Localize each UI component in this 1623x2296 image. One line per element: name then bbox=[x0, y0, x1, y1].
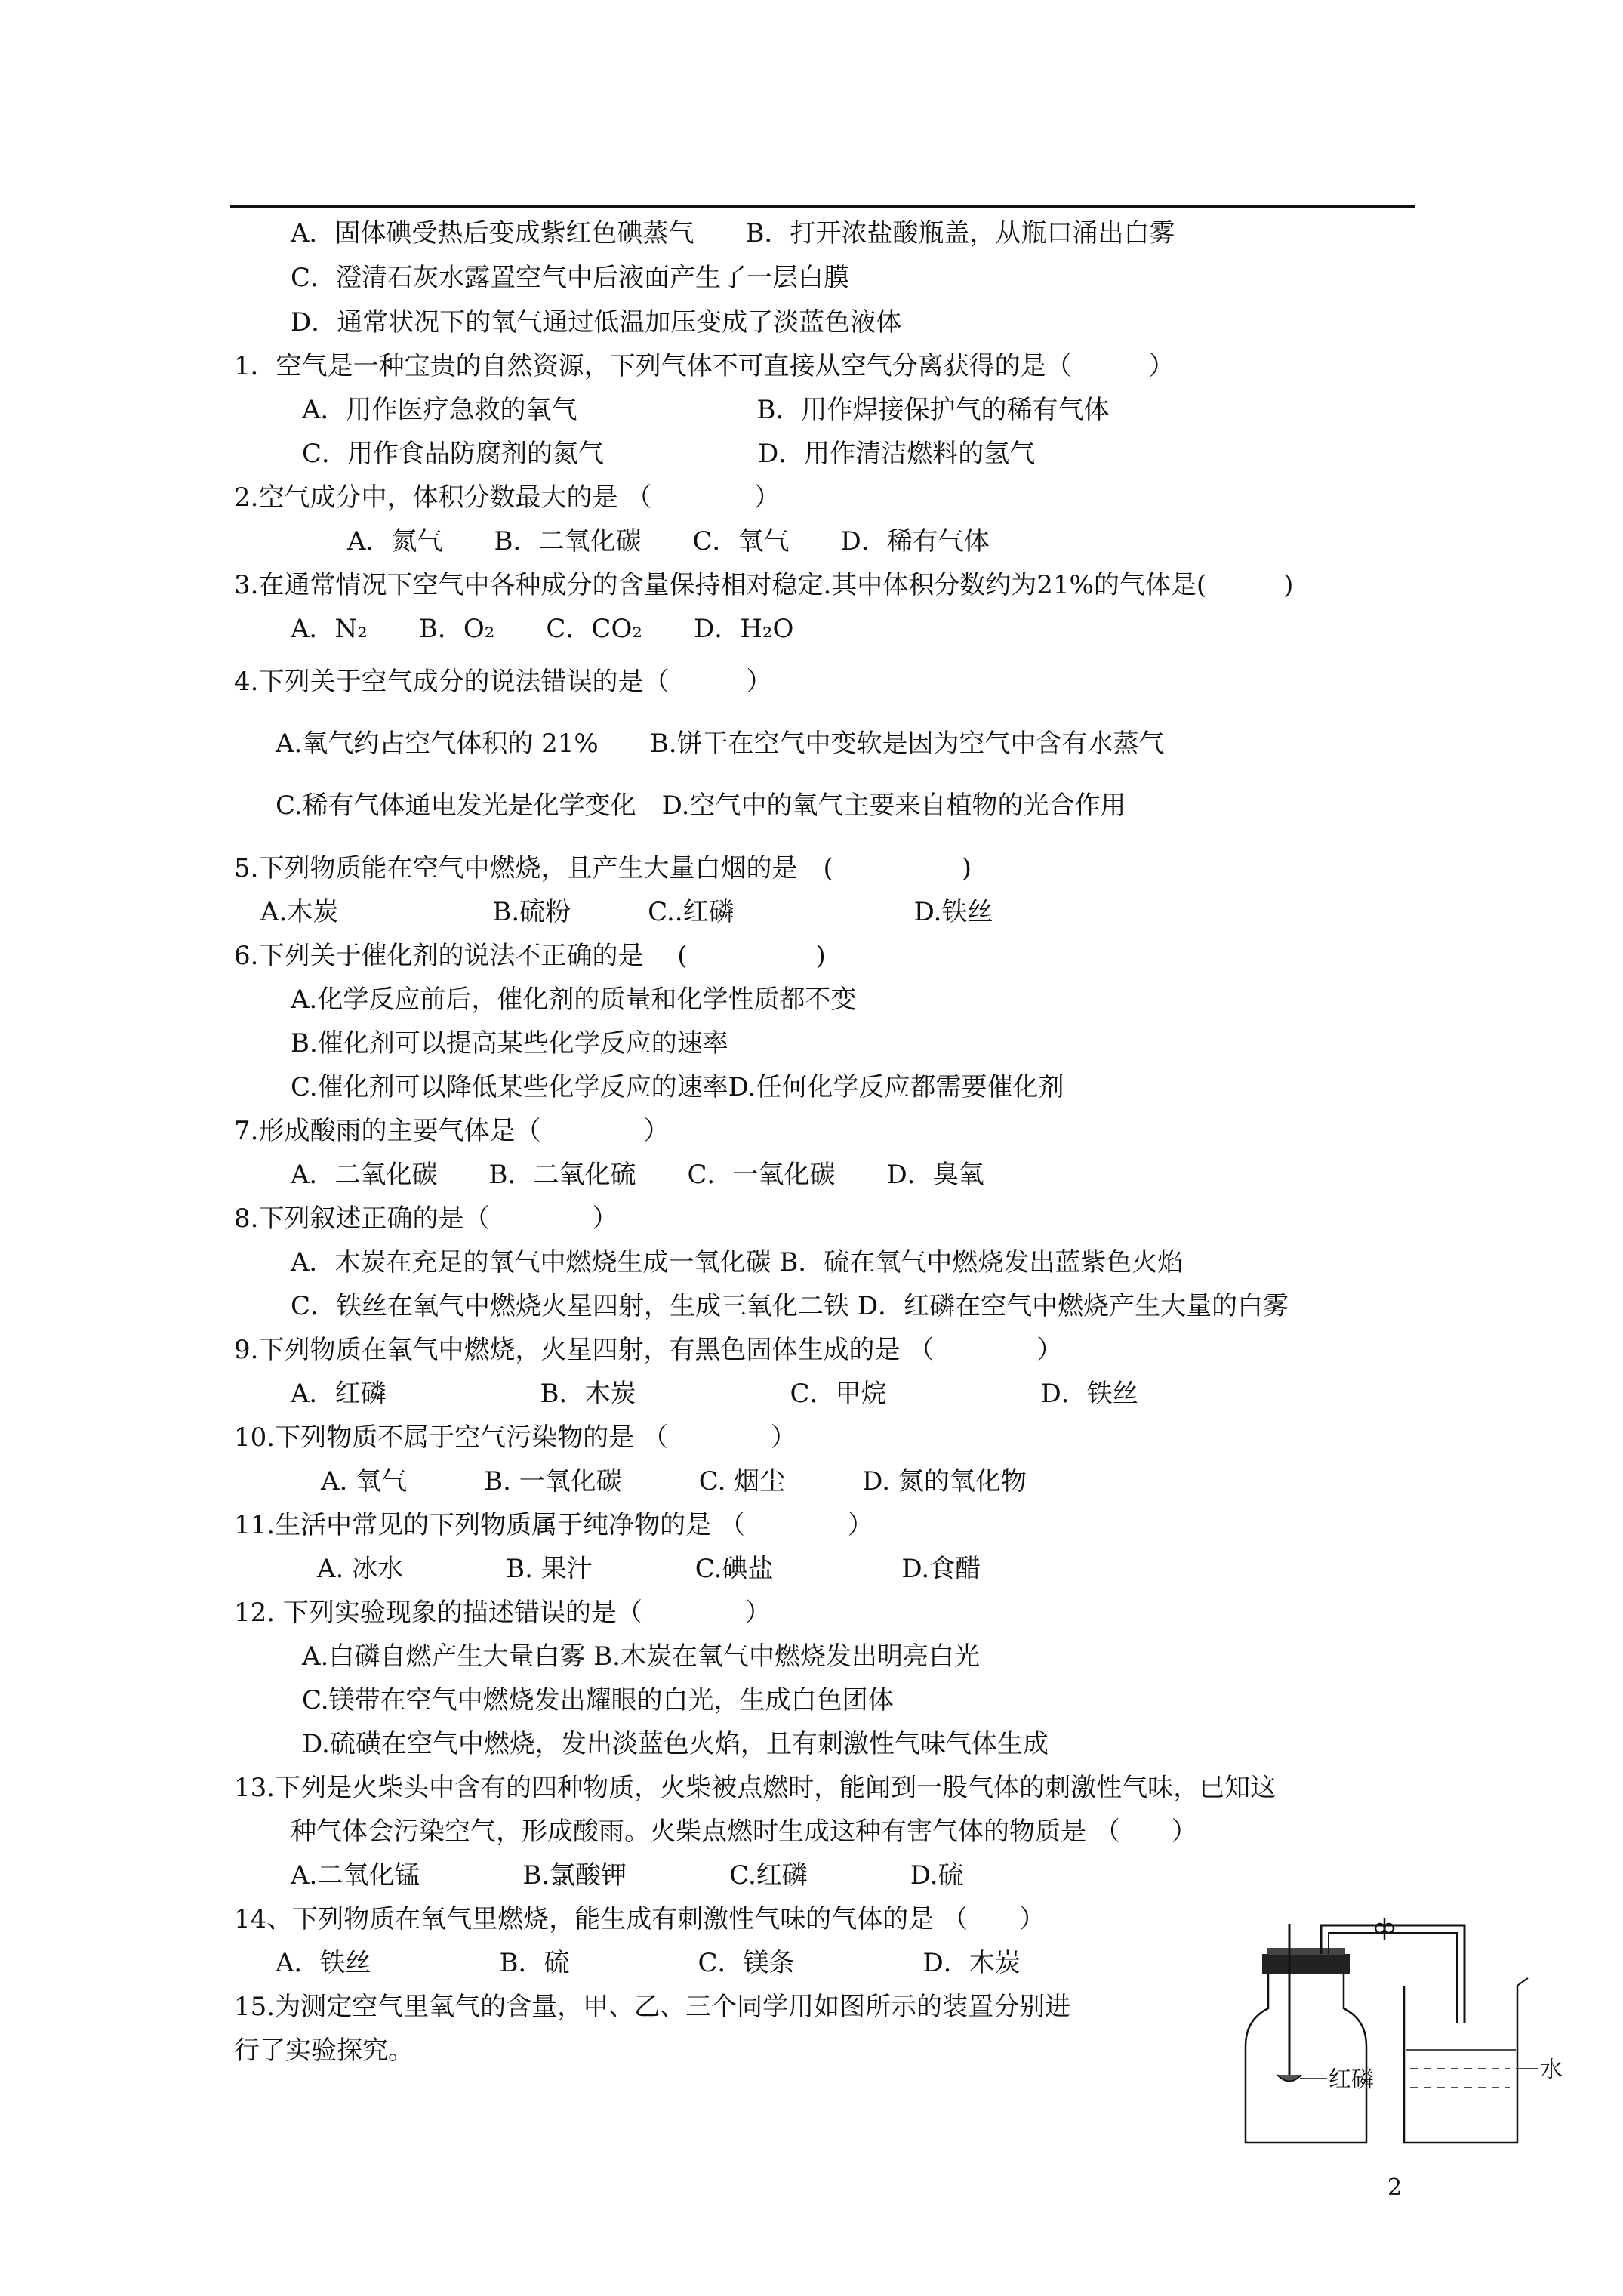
option-line: C.镁带在空气中燃烧发出耀眼的白光，生成白色团体 bbox=[302, 1685, 894, 1715]
header-rule bbox=[230, 205, 1415, 208]
question-13: 13.下列是火柴头中含有的四种物质，火柴被点燃时，能闻到一股气体的刺激性气味，已知这 bbox=[234, 1773, 1277, 1803]
question-15-cont: 行了实验探究。 bbox=[234, 2036, 414, 2066]
option-line: A.木炭 B.硫粉 C..红磷 D.铁丝 bbox=[260, 897, 993, 927]
question-8: 8.下列叙述正确的是（ ） bbox=[234, 1203, 618, 1234]
option-line: A．用作医疗急救的氧气 B．用作焊接保护气的稀有气体 bbox=[302, 395, 1110, 425]
option-line: A.白磷自燃产生大量白雾 B.木炭在氧气中燃烧发出明亮白光 bbox=[302, 1641, 980, 1672]
question-9: 9.下列物质在氧气中燃烧，火星四射，有黑色固体生成的是 （ ） bbox=[234, 1335, 1063, 1365]
delivery-tube bbox=[1321, 1925, 1464, 2023]
spoon bbox=[1277, 2075, 1301, 2082]
question-4: 4.下列关于空气成分的说法错误的是（ ） bbox=[234, 667, 772, 697]
option-line: C．澄清石灰水露置空气中后液面产生了一层白膜 bbox=[291, 263, 850, 293]
option-line: C.催化剂可以降低某些化学反应的速率D.任何化学反应都需要催化剂 bbox=[291, 1072, 1064, 1102]
option-line: A．铁丝 B．硫 C．镁条 D．木炭 bbox=[276, 1948, 1021, 1978]
question-10: 10.下列物质不属于空气污染物的是 （ ） bbox=[234, 1422, 796, 1453]
option-line: C.稀有气体通电发光是化学变化 D.空气中的氧气主要来自植物的光合作用 bbox=[276, 791, 1126, 821]
option-line: A. 氧气 B. 一氧化碳 C. 烟尘 D. 氮的氧化物 bbox=[321, 1466, 1027, 1496]
question-15: 15.为测定空气里氧气的含量，甲、乙、三个同学用如图所示的装置分别进 bbox=[234, 1992, 1071, 2022]
question-14: 14、下列物质在氧气里燃烧，能生成有刺激性气味的气体的是 （ ） bbox=[234, 1904, 1046, 1934]
option-line: A．N₂ B．O₂ C．CO₂ D．H₂O bbox=[291, 614, 794, 644]
option-line: A.氧气约占空气体积的 21% B.饼干在空气中变软是因为空气中含有水蒸气 bbox=[276, 729, 1165, 759]
question-3: 3.在通常情况下空气中各种成分的含量保持相对稳定.其中体积分数约为21%的气体是( ) bbox=[234, 570, 1294, 600]
question-12: 12. 下列实验现象的描述错误的是（ ） bbox=[234, 1598, 771, 1628]
apparatus-figure bbox=[1215, 1918, 1563, 2144]
option-line: A. 冰水 B. 果汁 C.碘盐 D.食醋 bbox=[317, 1554, 981, 1584]
question-1: 1．空气是一种宝贵的自然资源，下列气体不可直接从空气分离获得的是（ ） bbox=[234, 351, 1175, 381]
option-line: C．铁丝在氧气中燃烧火星四射，生成三氧化二铁 D．红磷在空气中燃烧产生大量的白雾 bbox=[291, 1291, 1289, 1321]
option-line: A．氮气 B．二氧化碳 C．氧气 D．稀有气体 bbox=[347, 526, 990, 556]
option-line: D．通常状况下的氧气通过低温加压变成了淡蓝色液体 bbox=[291, 307, 902, 337]
stopper bbox=[1262, 1954, 1350, 1974]
option-line: A．二氧化碳 B．二氧化硫 C．一氧化碳 D．臭氧 bbox=[291, 1160, 984, 1190]
question-11: 11.生活中常见的下列物质属于纯净物的是 （ ） bbox=[234, 1510, 873, 1540]
option-line: C．用作食品防腐剂的氮气 D．用作清洁燃料的氢气 bbox=[302, 439, 1036, 469]
question-2: 2.空气成分中，体积分数最大的是 （ ） bbox=[234, 482, 781, 513]
option-line: A.二氧化锰 B.氯酸钾 C.红磷 D.硫 bbox=[291, 1860, 964, 1891]
option-line: D.硫磺在空气中燃烧，发出淡蓝色火焰，且有刺激性气味气体生成 bbox=[302, 1729, 1049, 1759]
option-line: A．固体碘受热后变成紫红色碘蒸气 B．打开浓盐酸瓶盖，从瓶口涌出白雾 bbox=[291, 218, 1175, 248]
question-5: 5.下列物质能在空气中燃烧，且产生大量白烟的是 ( ) bbox=[234, 853, 972, 883]
option-line: A．红磷 B．木炭 C．甲烷 D．铁丝 bbox=[291, 1379, 1138, 1409]
question-13-cont: 种气体会污染空气，形成酸雨。火柴点燃时生成这种有害气体的物质是 （ ） bbox=[291, 1817, 1197, 1847]
label-phosphorus: 红磷 bbox=[1329, 2066, 1374, 2093]
question-6: 6.下列关于催化剂的说法不正确的是 ( ) bbox=[234, 941, 826, 971]
option-line: A.化学反应前后，催化剂的质量和化学性质都不变 bbox=[291, 985, 857, 1015]
option-line: A．木炭在充足的氧气中燃烧生成一氧化碳 B．硫在氧气中燃烧发出蓝紫色火焰 bbox=[291, 1247, 1184, 1277]
beaker bbox=[1404, 1986, 1517, 2143]
label-water: 水 bbox=[1540, 2057, 1563, 2083]
question-7: 7.形成酸雨的主要气体是（ ） bbox=[234, 1116, 670, 1146]
page-number: 2 bbox=[1387, 2174, 1403, 2201]
flask bbox=[1246, 1971, 1366, 2143]
option-line: B.催化剂可以提高某些化学反应的速率 bbox=[291, 1028, 728, 1059]
